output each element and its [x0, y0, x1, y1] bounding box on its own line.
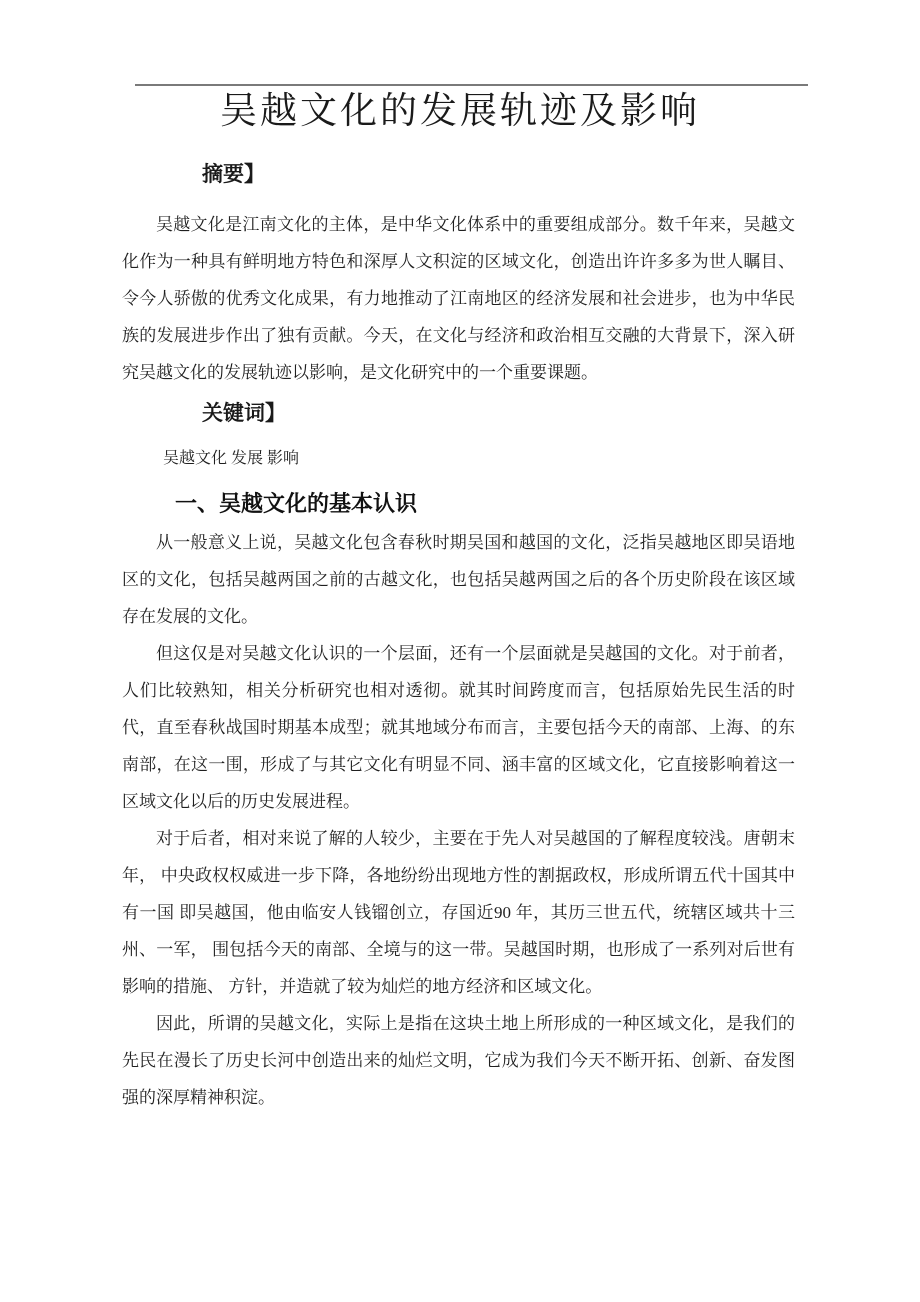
document-title: 吴越文化的发展轨迹及影响	[220, 91, 700, 132]
keywords-label: 关键词】	[202, 401, 286, 426]
header-rule-line	[135, 84, 808, 86]
section-1-paragraph: 从一般意义上说，吴越文化包含春秋时期吴国和越国的文化，泛指吴越地区即吴语地区的文化，包括吴越两国之前的古越文化，也包括吴越两国之后的各个历史阶段在该区域存在发展的文化。	[122, 533, 795, 627]
section-1-paragraph: 对于后者，相对来说了解的人较少，主要在于先人对吴越国的了解程度较浅。唐朝末年， 中央政权权威进一步下降，各地纷纷出现地方性的割据政权，形成所谓五代十国其中有一国 即吴越国，他由临安人钱镏创立，存国近90 年，其历三世五代，统辖区域共十三州、一军， 围包括今天的南部、全境与的这一带。吴越国时期，也形成了一系列对后世有影响的措施、 方针，并造就了较为灿烂的地方经济和区域文化。	[122, 829, 795, 997]
section-1-paragraph: 因此，所谓的吴越文化，实际上是指在这块土地上所形成的一种区域文化，是我们的先民在漫长了历史长河中创造出来的灿烂文明，它成为我们今天不断开拓、创新、奋发图强的深厚精神积淀。	[122, 1014, 795, 1108]
abstract-label: 摘要】	[202, 162, 265, 187]
section-1-heading: 一、吴越文化的基本认识	[175, 490, 418, 516]
section-1-paragraph: 但这仅是对吴越文化认识的一个层面，还有一个层面就是吴越国的文化。对于前者，人们比较熟知，相关分析研究也相对透彻。就其时间跨度而言，包括原始先民生活的时代，直至春秋战国时期基本成型；就其地域分布而言，主要包括今天的南部、上海、的东南部，在这一围，形成了与其它文化有明显不同、涵丰富的区域文化，它直接影响着这一区域文化以后的历史发展进程。	[122, 644, 795, 812]
abstract-paragraph: 吴越文化是江南文化的主体，是中华文化体系中的重要组成部分。数千年来，吴越文化作为一种具有鲜明地方特色和深厚人文积淀的区域文化，创造出许许多多为世人瞩目、令今人骄傲的优秀文化成果，有力地推动了江南地区的经济发展和社会进步，也为中华民族的发展进步作出了独有贡献。今天，在文化与经济和政治相互交融的大背景下，深入研究吴越文化的发展轨迹以影响，是文化研究中的一个重要课题。	[122, 215, 795, 383]
keywords-text: 吴越文化 发展 影响	[163, 449, 300, 467]
